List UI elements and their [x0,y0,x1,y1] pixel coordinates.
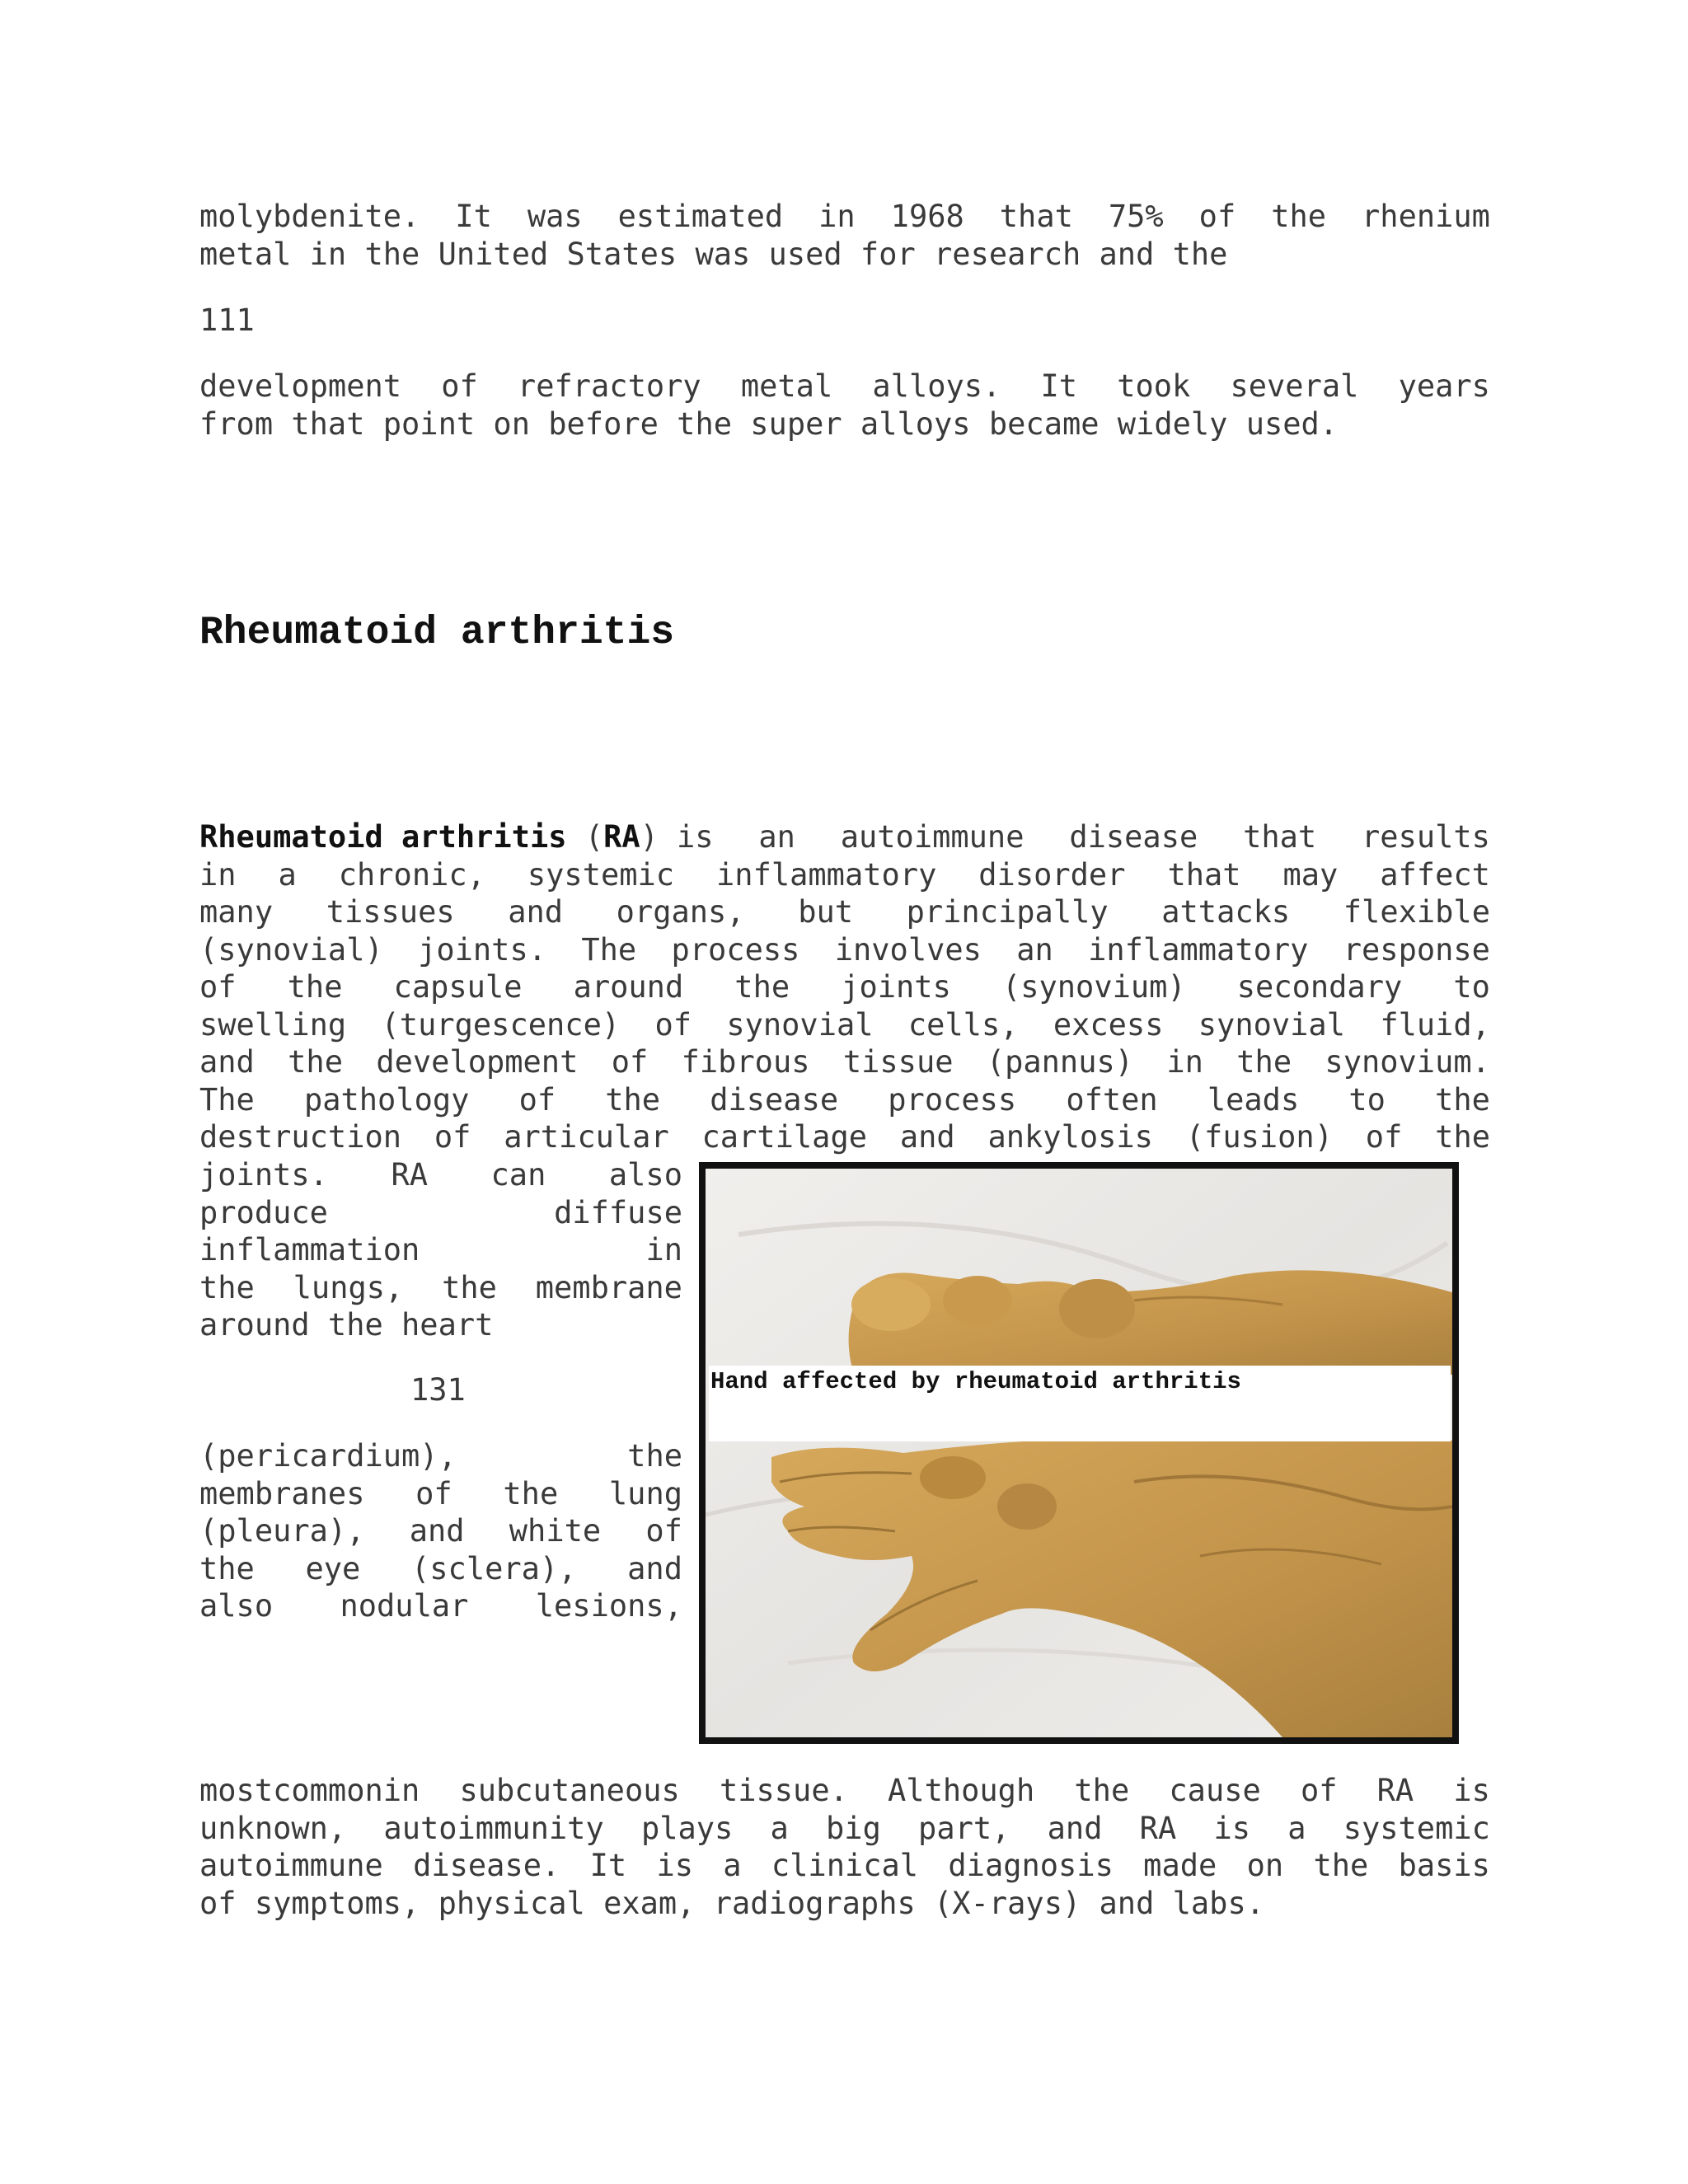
word: flexible [1343,894,1490,930]
section-heading: Rheumatoid arthritis [199,611,675,655]
word: a [1287,1810,1306,1846]
word: alloys. [872,368,1001,404]
word: cause [1169,1773,1261,1808]
word: and [627,1550,682,1586]
word: unknown, [199,1810,347,1846]
word: disease. [413,1848,560,1883]
text-line [199,968,1490,1006]
word: years [1398,368,1490,404]
word: of [415,1475,452,1511]
word: and [409,1513,465,1549]
word: a [723,1848,742,1883]
word: of [1365,1119,1403,1155]
word: eye [305,1550,361,1586]
side-text-bottom [199,1437,682,1625]
word: diagnosis [948,1848,1114,1883]
word: but [798,894,854,930]
word: inflammation [199,1232,420,1268]
word: membrane [535,1269,682,1305]
word: refractory [517,368,701,404]
word: process [671,931,800,968]
word: took [1117,368,1191,404]
text-line [199,1006,1490,1044]
word: white [509,1513,602,1549]
word: cells, [907,1006,1019,1043]
word: the [1271,199,1327,234]
page-number: 111 [199,302,255,338]
text-line [199,931,1490,969]
word: around [573,969,684,1005]
word: disease [1069,819,1198,855]
word: the [1236,1044,1292,1080]
word: inflammatory [1088,931,1309,968]
word: lesions, [535,1588,682,1624]
word: molybdenite. [199,199,420,234]
word: the [627,1438,682,1474]
text-line [199,368,1490,405]
text-line [199,1437,682,1475]
word: lung [608,1475,682,1511]
figure-hand-photo [699,1162,1459,1744]
word: that [1167,856,1241,893]
continuation-paragraph [199,368,1490,443]
word: and [508,894,564,930]
word: and [1047,1810,1103,1846]
word: The [581,931,637,968]
word: in [1166,1044,1203,1080]
word: that [999,199,1073,234]
word: estimated [617,199,784,234]
word: disease [710,1081,839,1118]
word: synovium. [1325,1044,1490,1080]
text-line [199,1081,1490,1119]
text-line [199,1118,1490,1156]
word: ) [640,819,659,855]
text-line [199,856,1490,894]
word: It [589,1848,627,1883]
word: joints. [199,1157,328,1193]
text-line-first [199,818,1490,856]
first-line-rest [659,818,1490,856]
word: systemic [1343,1810,1490,1846]
word: a [278,856,297,893]
word: of [199,969,237,1005]
word: the [199,1550,255,1586]
word: destruction [199,1119,402,1155]
word: process [888,1081,1017,1118]
word: response [1343,931,1490,968]
word: is [1453,1773,1490,1808]
word: (synovium) [1001,969,1186,1005]
text-line [199,1847,1490,1885]
word: made [1143,1848,1217,1883]
text-line [199,1587,682,1625]
first-line-lead [199,818,659,856]
word: the [1313,1848,1369,1883]
word: synovial [726,1006,874,1043]
word: tissue [842,1044,954,1080]
word: chronic, [338,856,485,893]
word: synovial [1198,1006,1345,1043]
word: a [770,1810,789,1846]
hand-illustration [706,1169,1452,1737]
word: tissue. [719,1773,848,1808]
open-paren: ( [566,819,604,855]
word: of [518,1081,556,1118]
word: autoimmune [840,819,1025,855]
word: the [734,969,790,1005]
word: of [1198,199,1236,234]
word: inflammatory [716,856,937,893]
word: secondary [1236,969,1403,1005]
word: the [199,1269,255,1305]
word: and [899,1119,955,1155]
word: several [1230,368,1359,404]
word: The [199,1081,255,1118]
word: results [1362,819,1490,855]
word: RA [1139,1810,1177,1846]
word: organs, [616,894,745,930]
word: cartilage [701,1119,868,1155]
word: of [434,1119,471,1155]
word: in [645,1232,682,1268]
text-line [199,1810,1490,1848]
word: was [527,199,583,234]
word: and [199,1044,255,1080]
text-line [199,1269,682,1307]
word: part, [918,1810,1010,1846]
word: the [1435,1081,1490,1118]
word: an [1016,931,1053,968]
page-number: 131 [410,1372,466,1408]
word: (pericardium), [199,1438,457,1474]
word: in [199,856,237,893]
word: plays [640,1810,734,1846]
intro-paragraph [199,198,1490,273]
abbr-bold: RA [603,819,640,855]
word: mostcommonin [199,1773,420,1808]
word: RA [1376,1773,1414,1808]
word: the [442,1269,497,1305]
word: also [608,1157,682,1193]
word: also [199,1588,274,1624]
word: disorder [978,856,1126,893]
text-line [199,1156,682,1194]
word: to [1348,1081,1386,1118]
word: (turgescence) [381,1006,621,1043]
word: capsule [393,969,523,1005]
word: RA [391,1157,429,1193]
word: pathology [303,1081,470,1118]
word: the [605,1081,661,1118]
text-line [199,1043,1490,1081]
word: systemic [527,856,675,893]
word: (sclera), [411,1550,577,1586]
word: lungs, [293,1269,404,1305]
closing-paragraph [199,1772,1490,1922]
word: principally [906,894,1109,930]
word: (fusion) [1185,1119,1333,1155]
word: involves [834,931,982,968]
word: attacks [1161,894,1291,930]
word: joints. [418,931,547,968]
text-line: metal in the United States was used for research and the [199,236,1228,272]
word: that [1243,819,1317,855]
word: the [287,969,343,1005]
text-line [199,1475,682,1513]
word: is [676,819,714,855]
text-line [199,1231,682,1269]
text-line [199,893,1490,931]
figure-caption: Hand affected by rheumatoid arthritis [709,1366,1451,1441]
word: the [1074,1773,1130,1808]
term-bold: Rheumatoid arthritis [199,819,567,855]
word: basis [1398,1848,1490,1883]
word: joints [841,969,951,1005]
word: It [1040,368,1078,404]
word: is [1213,1810,1250,1846]
word: rhenium [1362,199,1490,234]
text-line [199,1550,682,1588]
word: diffuse [554,1194,682,1230]
word: leads [1207,1081,1300,1118]
word: of [654,1006,692,1043]
word: affect [1380,856,1490,893]
word: clinical [771,1848,919,1883]
word: of [611,1044,649,1080]
text-line: around the heart [199,1307,494,1343]
word: the [503,1475,559,1511]
word: many [199,894,274,930]
word: is [656,1848,693,1883]
word: fluid, [1380,1006,1490,1043]
word: 75% [1108,199,1164,234]
word: metal [740,368,833,404]
word: ankylosis [987,1119,1153,1155]
word: (pleura), [199,1513,365,1549]
word: (pannus) [986,1044,1134,1080]
word: produce [199,1194,328,1230]
word: swelling [199,1006,347,1043]
word: autoimmunity [383,1810,604,1846]
ra-paragraph [199,818,1490,1156]
word: excess [1053,1006,1164,1043]
word: Although [888,1773,1035,1808]
word: autoimmune [199,1848,383,1883]
text-line [199,1194,682,1232]
word: (synovial) [199,931,383,968]
word: nodular [340,1588,469,1624]
word: 1968 [890,199,964,234]
word: can [490,1157,546,1193]
word: articular [504,1119,669,1155]
word: to [1453,969,1490,1005]
word: big [826,1810,881,1846]
word: of [441,368,478,404]
text-line [199,1772,1490,1810]
word: development [199,368,402,404]
word: development [376,1044,579,1080]
word: fibrous [681,1044,810,1080]
word: the [288,1044,343,1080]
text-line [199,198,1490,236]
text-line [199,1512,682,1550]
word: subcutaneous [459,1773,680,1808]
word: an [758,819,795,855]
word: membranes [199,1475,365,1511]
word: often [1066,1081,1158,1118]
word: the [1435,1119,1490,1155]
side-text-top [199,1156,682,1344]
word: may [1282,856,1339,893]
text-line: from that point on before the super alloys became widely used. [199,405,1339,442]
text-line: of symptoms, physical exam, radiographs (X-rays) and labs. [199,1885,1265,1921]
word: of [1300,1773,1338,1808]
word: on [1246,1848,1284,1883]
word: tissues [326,894,455,930]
word: of [645,1513,682,1549]
word: in [818,199,856,234]
word: It [455,199,492,234]
